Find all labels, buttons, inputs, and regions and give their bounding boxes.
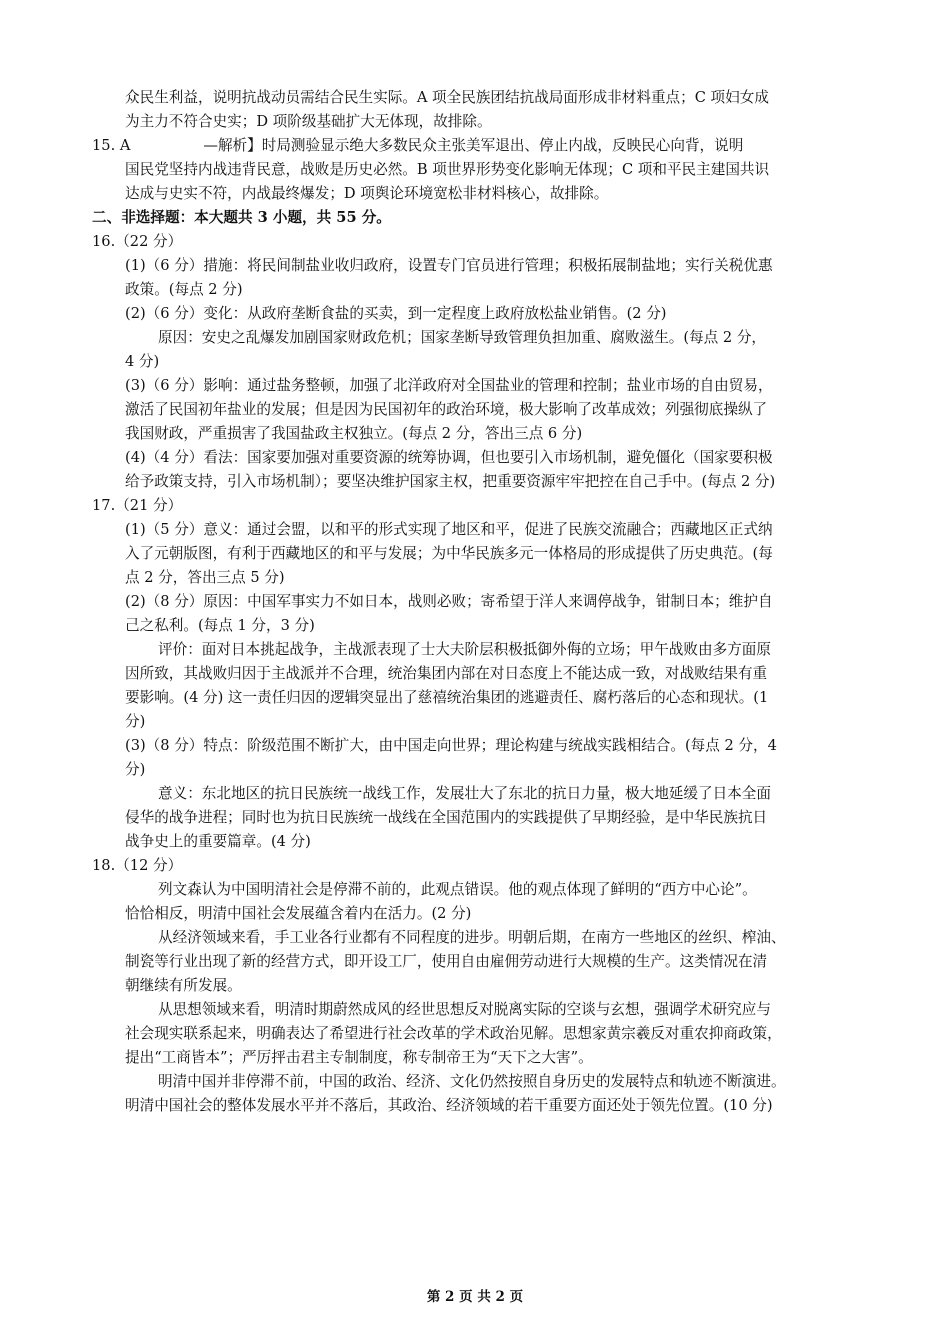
text-line: (1)（6 分）措施：将民间制盐业收归政府，设置专门官员进行管理；积极拓展制盐地；实行关税优惠: [125, 257, 773, 274]
text-line: 给予政策支持，引入市场机制）；要坚决维护国家主权，把重要资源牢牢把控在自己手中。(每点 2 分): [125, 473, 776, 490]
text-line: 列文森认为中国明清社会是停滞不前的，此观点错误。他的观点体现了鲜明的“西方中心论”。: [158, 881, 757, 898]
answer-text-body: [92, 86, 862, 1118]
text-line: 提出“工商皆本”；严厉抨击君主专制制度，称专制帝王为“天下之大害”。: [125, 1049, 593, 1066]
text-line: 从思想领域来看，明清时期蔚然成风的经世思想反对脱离实际的空谈与玄想，强调学术研究应与: [158, 1001, 771, 1018]
text-line: 分): [125, 761, 146, 778]
text-line: 制瓷等行业出现了新的经营方式，即开设工厂，使用自由雇佣劳动进行大规模的生产。这类情况在清: [125, 953, 768, 970]
text-line: 众民生利益，说明抗战动员需结合民生实际。A 项全民族团结抗战局面形成非材料重点；C 项妇女成: [125, 89, 769, 106]
text-line: (4)（4 分）看法：国家要加强对重要资源的统筹协调，但也要引入市场机制，避免僵化（国家要积极: [125, 449, 773, 466]
text-line: 激活了民国初年盐业的发展；但是因为民国初年的政治环境，极大影响了改革成效；列强彻底操纵了: [125, 401, 768, 418]
text-line: 原因：安史之乱爆发加剧国家财政危机；国家垄断导致管理负担加重、腐败滋生。(每点 2 分，: [158, 329, 767, 346]
text-line: 侵华的战争进程；同时也为抗日民族统一战线在全国范围内的实践提供了早期经验，是中华民族抗日: [125, 809, 768, 826]
text-line: 分): [125, 713, 146, 730]
text-line: 16.（22 分）: [92, 233, 183, 250]
text-line: 己之私利。(每点 1 分，3 分): [125, 617, 315, 634]
text-line: 明清中国并非停滞不前，中国的政治、经济、文化仍然按照自身历史的发展特点和轨迹不断演进。: [158, 1073, 786, 1090]
text-line: 为主力不符合史实；D 项阶级基础扩大无体现，故排除。: [125, 113, 492, 130]
text-line: 评价：面对日本挑起战争，主战派表现了士大夫阶层积极抵御外侮的立场；甲午战败由多方面原: [158, 641, 771, 658]
text-line: 朝继续有所发展。: [125, 977, 242, 994]
text-line: (3)（8 分）特点：阶级范围不断扩大，由中国走向世界；理论构建与统战实践相结合。(每点 2 分，4: [125, 737, 777, 754]
text-line: 恰恰相反，明清中国社会发展蕴含着内在活力。(2 分): [125, 905, 472, 922]
text-line: 15. A —解析】时局测验显示绝大多数民众主张美军退出、停止内战，反映民心向背，说明: [92, 137, 744, 154]
text-line: 入了元朝版图，有利于西藏地区的和平与发展；为中华民族多元一体格局的形成提供了历史典范。(每: [125, 545, 773, 562]
text-line: 18.（12 分）: [92, 857, 183, 874]
text-line: 因所致，其战败归因于主战派并不合理，统治集团内部在对日态度上不能达成一致，对战败结果有重: [125, 665, 768, 682]
text-line: 国民党坚持内战违背民意，战败是历史必然。B 项世界形势变化影响无体现；C 项和平民主建国共识: [125, 161, 770, 178]
text-line: 明清中国社会的整体发展水平并不落后，其政治、经济领域的若干重要方面还处于领先位置。(10 分): [125, 1097, 773, 1114]
text-line: 17.（21 分）: [92, 497, 183, 514]
text-line: 点 2 分，答出三点 5 分): [125, 569, 285, 586]
text-line: 战争史上的重要篇章。(4 分): [125, 833, 311, 850]
text-line: (2)（6 分）变化：从政府垄断食盐的买卖，到一定程度上政府放松盐业销售。(2 分): [125, 305, 667, 322]
text-line: 4 分): [125, 353, 160, 370]
page-footer: 第 2 页 共 2 页: [426, 1289, 524, 1305]
text-line: 社会现实联系起来，明确表达了希望进行社会改革的学术政治见解。思想家黄宗羲反对重农抑商政策，: [125, 1025, 782, 1042]
text-line: 政策。(每点 2 分): [125, 281, 243, 298]
text-line: 达成与史实不符，内战最终爆发；D 项舆论环境宽松非材料核心，故排除。: [125, 185, 609, 202]
text-line: 要影响。(4 分) 这一责任归因的逻辑突显出了慈禧统治集团的逃避责任、腐朽落后的心态和现状。(1: [125, 689, 769, 706]
text-line: (3)（6 分）影响：通过盐务整顿，加强了北洋政府对全国盐业的管理和控制；盐业市场的自由贸易，: [125, 377, 773, 394]
text-line: 我国财政，严重损害了我国盐政主权独立。(每点 2 分，答出三点 6 分): [125, 425, 583, 442]
text-line: 二、非选择题：本大题共 3 小题，共 55 分。: [92, 209, 391, 226]
text-line: (1)（5 分）意义：通过会盟，以和平的形式实现了地区和平，促进了民族交流融合；西藏地区正式纳: [125, 521, 773, 538]
text-line: 意义：东北地区的抗日民族统一战线工作，发展壮大了东北的抗日力量，极大地延缓了日本全面: [158, 785, 771, 802]
text-line: 从经济领域来看，手工业各行业都有不同程度的进步。明朝后期，在南方一些地区的丝织、榨油、: [158, 929, 786, 946]
text-line: (2)（8 分）原因：中国军事实力不如日本，战则必败；寄希望于洋人来调停战争，钳制日本；维护自: [125, 593, 773, 610]
